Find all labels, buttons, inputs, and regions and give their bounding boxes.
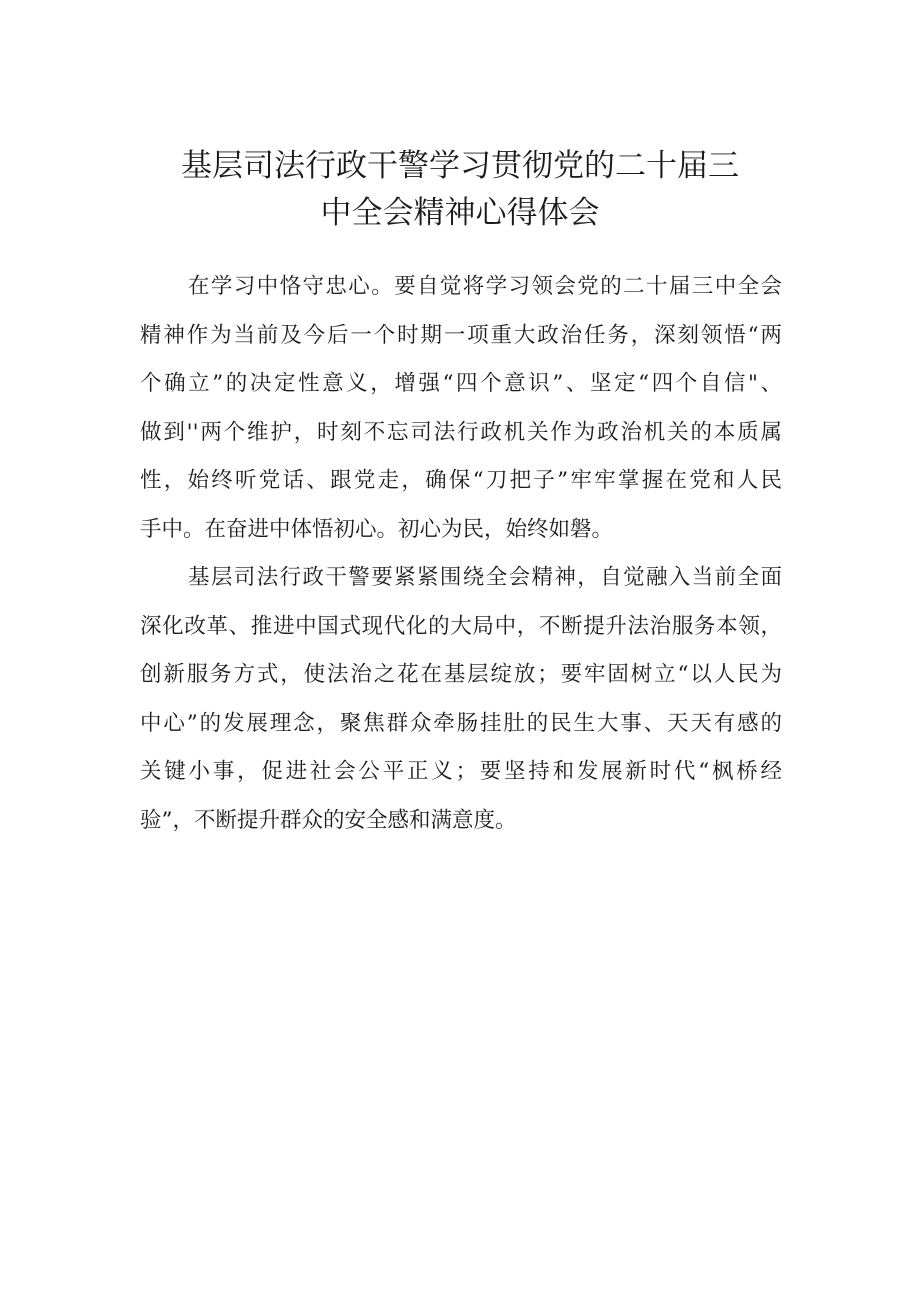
paragraph-line: 精神作为当前及今后一个时期一项重大政治任务，深刻领悟“两 [140, 322, 782, 348]
paragraph-line: 中心”的发展理念，聚焦群众牵肠挂肚的民生大事、天天有感的 [140, 710, 782, 736]
document-body [140, 263, 782, 845]
title-line-1: 基层司法行政干警学习贯彻党的二十届三 [181, 148, 739, 184]
paragraph-2 [140, 554, 782, 845]
paragraph-line: 做到''两个维护，时刻不忘司法行政机关作为政治机关的本质属 [140, 419, 782, 445]
paragraph-line: 在学习中恪守忠心。要自觉将学习领会党的二十届三中全会 [188, 274, 782, 299]
paragraph-line: 个确立”的决定性意义，增强“四个意识”、坚定“四个自信"、 [140, 371, 782, 396]
document-title [0, 143, 920, 237]
paragraph-1 [140, 263, 782, 554]
title-line-2: 中全会精神心得体会 [320, 195, 600, 231]
paragraph-line: 手中。在奋进中体悟初心。初心为民，始终如磐。 [140, 516, 614, 542]
paragraph-line: 验”，不断提升群众的安全感和满意度。 [140, 807, 517, 833]
paragraph-line: 深化改革、推进中国式现代化的大局中，不断提升法治服务本领， [140, 613, 782, 639]
paragraph-line: 关键小事，促进社会公平正义；要坚持和发展新时代“枫桥经 [140, 759, 782, 784]
paragraph-line: 基层司法行政干警要紧紧围绕全会精神，自觉融入当前全面 [188, 565, 782, 590]
paragraph-line: 性，始终听党话、跟党走，确保“刀把子”牢牢掌握在党和人民 [140, 468, 782, 493]
paragraph-line: 创新服务方式，使法治之花在基层绽放；要牢固树立“以人民为 [140, 662, 782, 687]
